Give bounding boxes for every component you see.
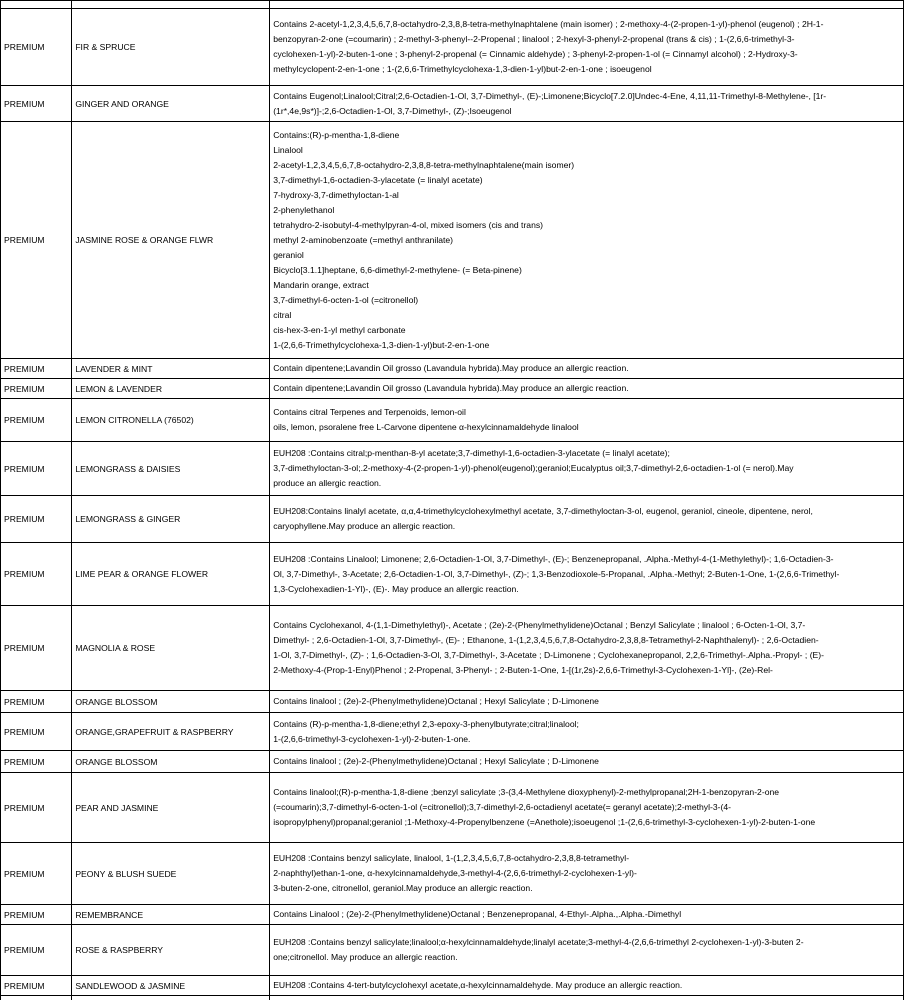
table-row: [1, 691, 904, 713]
ingredients-cell: [270, 976, 904, 996]
ingredients-cell: [270, 496, 904, 543]
table-row: [1, 905, 904, 925]
ingredients-line: methylcyclopent-2-en-1-one ; 1-(2,6,6-Trimethylcyclohexa-1,3-dien-1-yl)but-2-en-1-one ; isoeugenol: [273, 64, 652, 74]
ingredients-line: benzopyran-2-one (=coumarin) ; 2-methyl-3-phenyl--2-Propenal ; linalool ; 2-hexyl-3-phenyl-2-propenal (trans & cis) ; 1-(2,6,6-trimethyl-3-: [273, 34, 795, 44]
tier-cell: PREMIUM: [1, 976, 72, 996]
ingredients-line: EUH208 :Contains 4-tert-butylcyclohexyl acetate,α-hexylcinnamaldehyde. May produce an allergic reaction.: [273, 980, 683, 990]
product-cell: ROSE & RASPBERRY: [72, 925, 270, 976]
ingredients-cell: [270, 122, 904, 359]
ingredients-line: Contains Eugenol;Linalool;Citral;2,6-Octadien-1-Ol, 3,7-Dimethyl-, (E)-;Limonene;Bicyclo[7.2.0]Undec-4-Ene, 4,11,11-Trimethyl-8-Methylene-, [1r-: [273, 90, 827, 101]
ingredients-cell: [270, 359, 904, 379]
ingredients-cell: [270, 606, 904, 691]
ingredients-line: Contain dipentene;Lavandin Oil grosso (Lavandula hybrida).May produce an allergic reaction.: [273, 383, 629, 393]
table-row: [1, 442, 904, 496]
ingredients-line: 2-Methoxy-4-(Prop-1-Enyl)Phenol ; 2-Propenal, 3-Phenyl- ; 2-Buten-1-One, 1-[(1r,2s)-2,6,6-Trimethyl-3-Cyclohexen-1-Yl]-, (2e)-Rel-: [273, 665, 773, 675]
product-cell: SANDLEWOOD & JASMINE: [72, 976, 270, 996]
ingredients-cell: [270, 773, 904, 843]
ingredients-line: Contains citral Terpenes and Terpenoids, lemon-oil: [273, 407, 466, 417]
table-row: [1, 379, 904, 399]
ingredients-cell: [270, 86, 904, 122]
table-row: [1, 713, 904, 751]
ingredients-cell: [270, 1, 904, 9]
tier-cell: PREMIUM: [1, 543, 72, 606]
ingredients-line: isopropylphenyl)propanal;geraniol ;1-Methoxy-4-Propenylbenzene (=Anethole);isoeugenol ;1-(2,6,6-trimethyl-3-cyclohexen-1-yl)-2-buten-1-one: [273, 817, 816, 827]
product-cell: REMEMBRANCE: [72, 905, 270, 925]
ingredients-line: Contains 2-acetyl-1,2,3,4,5,6,7,8-octahydro-2,3,8,8-tetra-methylnaphtalene (main isomer) ; 2-methoxy-4-(2-propen-1-yl)-phenol (eugenol) ; 2H-1-: [273, 19, 824, 29]
ingredients-cell: [270, 399, 904, 442]
ingredients-line: methyl 2-aminobenzoate (=methyl anthranilate): [273, 234, 454, 245]
ingredients-line: Mandarin orange, extract: [273, 279, 369, 290]
ingredients-line: Contains Linalool ; (2e)-2-(Phenylmethylidene)Octanal ; Benzenepropanal, 4-Ethyl-.Alpha.,.Alpha.-Dimethyl: [273, 909, 682, 919]
ingredients-line: 7-hydroxy-3,7-dimethyloctan-1-al: [273, 189, 399, 200]
tier-cell: [1, 996, 72, 1000]
table-row: [1, 843, 904, 905]
tier-cell: PREMIUM: [1, 359, 72, 379]
ingredients-cell: [270, 442, 904, 496]
table-row-partial: [1, 1, 904, 9]
tier-cell: PREMIUM: [1, 606, 72, 691]
table-row: [1, 86, 904, 122]
product-cell: [72, 996, 270, 1000]
ingredients-line: oils, lemon, psoralene free L-Carvone dipentene α-hexylcinnamaldehyde linalool: [273, 422, 579, 432]
ingredients-line: Contains linalool ; (2e)-2-(Phenylmethylidene)Octanal ; Hexyl Salicylate ; D-Limonene: [273, 696, 599, 706]
product-cell: PEONY & BLUSH SUEDE: [72, 843, 270, 905]
product-cell: PEAR AND JASMINE: [72, 773, 270, 843]
product-cell: ORANGE BLOSSOM: [72, 751, 270, 773]
product-cell: LIME PEAR & ORANGE FLOWER: [72, 543, 270, 606]
tier-cell: PREMIUM: [1, 442, 72, 496]
ingredients-line: Dimethyl- ; 2,6-Octadien-1-Ol, 3,7-Dimethyl-, (E)- ; Ethanone, 1-(1,2,3,4,5,6,7,8-Octahydro-2,3,8,8-Tetramethyl-2-Naphthalenyl)- ; 2,6-Octadien-: [273, 635, 819, 645]
product-cell: [72, 1, 270, 9]
table-row: [1, 9, 904, 86]
ingredients-line: citral: [273, 309, 292, 320]
ingredients-line: EUH208:Contains linalyl acetate, α,α,4-trimethylcyclohexylmethyl acetate, 3,7-dimethyloctan-3-ol, eugenol, geraniol, cineole, dipentene, nerol,: [273, 506, 813, 516]
ingredients-line: Linalool: [273, 144, 303, 155]
ingredients-line: 1-(2,6,6-trimethyl-3-cyclohexen-1-yl)-2-buten-1-one.: [273, 733, 471, 744]
product-cell: GINGER AND ORANGE: [72, 86, 270, 122]
tier-cell: PREMIUM: [1, 843, 72, 905]
tier-cell: PREMIUM: [1, 713, 72, 751]
ingredients-cell: [270, 843, 904, 905]
tier-cell: [1, 1, 72, 9]
ingredients-cell: [270, 925, 904, 976]
ingredients-line: Ol, 3,7-Dimethyl-, 3-Acetate; 2,6-Octadien-1-Ol, 3,7-Dimethyl-, (Z)-; 1,3-Benzodioxole-5-Propanal, .Alpha.-Methyl; 2-Buten-1-One, 1-(2,6,6-Trimethyl-: [273, 568, 840, 579]
product-cell: ORANGE,GRAPEFRUIT & RASPBERRY: [72, 713, 270, 751]
ingredients-line: 1-(2,6,6-Trimethylcyclohexa-1,3-dien-1-yl)but-2-en-1-one: [273, 339, 490, 350]
product-cell: LEMON & LAVENDER: [72, 379, 270, 399]
ingredients-line: produce an allergic reaction.: [273, 478, 382, 488]
table-row: [1, 606, 904, 691]
ingredients-cell: [270, 996, 904, 1000]
tier-cell: PREMIUM: [1, 86, 72, 122]
ingredients-line: one;citronellol. May produce an allergic reaction.: [273, 952, 458, 962]
tier-cell: PREMIUM: [1, 925, 72, 976]
ingredients-line: 3,7-dimethyl-6-octen-1-ol (=citronellol): [273, 294, 419, 305]
ingredients-table-body: [1, 1, 904, 1000]
tier-cell: PREMIUM: [1, 773, 72, 843]
table-row-partial: [1, 996, 904, 1000]
ingredients-line: caryophyllene.May produce an allergic reaction.: [273, 521, 456, 531]
ingredients-line: cyclohexen-1-yl)-2-buten-1-one ; 3-phenyl-2-propenal (= Cinnamic aldehyde) ; 3-phenyl-2-propen-1-ol (= Cinnamyl alcohol) ; 2-Hydroxy-3-: [273, 49, 798, 59]
table-row: [1, 543, 904, 606]
ingredients-line: EUH208 :Contains citral;p-menthan-8-yl acetate;3,7-dimethyl-1,6-octadien-3-ylacetate (= linalyl acetate);: [273, 448, 670, 458]
ingredients-line: 2-naphthyl)ethan-1-one, α-hexylcinnamaldehyde,3-methyl-4-(2,6,6-trimethyl-2-cyclohexen-1-yl)-: [273, 868, 637, 878]
ingredients-line: 1-Ol, 3,7-Dimethyl-, (Z)- ; 1,6-Octadien-3-Ol, 3,7-Dimethyl-, 3-Acetate ; D-Limonene ; Cyclohexanepropanol, 2,2,6-Trimethyl-.Alpha.-Propyl- ; (E)-: [273, 650, 825, 660]
ingredients-cell: [270, 751, 904, 773]
table-row: [1, 773, 904, 843]
product-cell: MAGNOLIA & ROSE: [72, 606, 270, 691]
ingredients-line: 2-acetyl-1,2,3,4,5,6,7,8-octahydro-2,3,8,8-tetra-methylnaphtalene(main isomer): [273, 159, 575, 170]
ingredients-cell: [270, 691, 904, 713]
ingredients-line: 3,7-dimethyloctan-3-ol;.2-methoxy-4-(2-propen-1-yl)-phenol(eugenol);geraniol;Eucalyptus oil;3,7-dimethyl-2,6-octadien-1-ol (= nerol).May: [273, 463, 794, 473]
ingredients-line: EUH208 :Contains benzyl salicylate;linalool;α-hexylcinnamaldehyde;linalyl acetate;3-methyl-4-(2,6,6-trimethyl 2-cyclohexen-1-yl)-3-buten 2-: [273, 937, 804, 947]
tier-cell: PREMIUM: [1, 496, 72, 543]
table-row: [1, 751, 904, 773]
ingredients-line: geraniol: [273, 249, 304, 260]
tier-cell: PREMIUM: [1, 9, 72, 86]
table-row: [1, 976, 904, 996]
product-cell: LEMONGRASS & GINGER: [72, 496, 270, 543]
table-row: [1, 122, 904, 359]
ingredients-line: cis-hex-3-en-1-yl methyl carbonate: [273, 324, 406, 335]
ingredients-cell: [270, 379, 904, 399]
tier-cell: PREMIUM: [1, 379, 72, 399]
product-cell: LEMONGRASS & DAISIES: [72, 442, 270, 496]
tier-cell: PREMIUM: [1, 751, 72, 773]
ingredients-line: Contains (R)-p-mentha-1,8-diene;ethyl 2,3-epoxy-3-phenylbutyrate;citral;linalool;: [273, 718, 579, 729]
tier-cell: PREMIUM: [1, 122, 72, 359]
ingredients-line: Contains:(R)-p-mentha-1,8-diene: [273, 129, 400, 140]
ingredients-line: (1r*,4e,9s*)]-;2,6-Octadien-1-Ol, 3,7-Dimethyl-, (Z)-;Isoeugenol: [273, 105, 512, 116]
ingredients-cell: [270, 543, 904, 606]
tier-cell: PREMIUM: [1, 399, 72, 442]
ingredients-line: Bicyclo[3.1.1]heptane, 6,6-dimethyl-2-methylene- (= Beta-pinene): [273, 264, 522, 275]
table-row: [1, 496, 904, 543]
table-row: [1, 399, 904, 442]
table-row: [1, 925, 904, 976]
ingredients-cell: [270, 905, 904, 925]
ingredients-cell: [270, 9, 904, 86]
tier-cell: PREMIUM: [1, 905, 72, 925]
ingredients-line: EUH208 :Contains benzyl salicylate, linalool, 1-(1,2,3,4,5,6,7,8-octahydro-2,3,8,8-tetramethyl-: [273, 853, 630, 863]
tier-cell: PREMIUM: [1, 691, 72, 713]
ingredients-cell: [270, 713, 904, 751]
ingredients-line: tetrahydro-2-isobutyl-4-methylpyran-4-ol, mixed isomers (cis and trans): [273, 219, 544, 230]
product-cell: ORANGE BLOSSOM: [72, 691, 270, 713]
product-cell: JASMINE ROSE & ORANGE FLWR: [72, 122, 270, 359]
product-cell: LAVENDER & MINT: [72, 359, 270, 379]
ingredients-line: (=coumarin);3,7-dimethyl-6-octen-1-ol (=citronellol);3,7-dimethyl-2,6-octadienyl acetate(= geranyl acetate);2-methyl-3-(4-: [273, 802, 731, 812]
ingredients-line: 3-buten-2-one, citronellol, geraniol.May produce an allergic reaction.: [273, 883, 533, 893]
ingredients-line: Contain dipentene;Lavandin Oil grosso (Lavandula hybrida).May produce an allergic reaction.: [273, 363, 629, 373]
product-cell: FIR & SPRUCE: [72, 9, 270, 86]
table-row: [1, 359, 904, 379]
ingredients-line: Contains Cyclohexanol, 4-(1,1-Dimethylethyl)-, Acetate ; (2e)-2-(Phenylmethylidene)Octanal ; Benzyl Salicylate ; linalool ; 6-Octen-1-Ol, 3,7-: [273, 620, 806, 630]
ingredients-line: Contains linalool;(R)-p-mentha-1,8-diene ;benzyl salicylate ;3-(3,4-Methylene dioxyphenyl)-2-methylpropanal;2H-1-benzopyran-2-one: [273, 787, 780, 797]
product-cell: LEMON CITRONELLA (76502): [72, 399, 270, 442]
ingredients-line: 1,3-Cyclohexadien-1-Yl)-, (E)-. May produce an allergic reaction.: [273, 583, 519, 594]
ingredients-line: Contains linalool ; (2e)-2-(Phenylmethylidene)Octanal ; Hexyl Salicylate ; D-Limonene: [273, 756, 599, 766]
ingredients-line: EUH208 :Contains Linalool; Limonene; 2,6-Octadien-1-Ol, 3,7-Dimethyl-, (E)-; Benzenepropanal, .Alpha.-Methyl-4-(1-Methylethyl)-; 1,6-Octadien-3-: [273, 553, 834, 564]
ingredients-line: 3,7-dimethyl-1,6-octadien-3-ylacetate (= linalyl acetate): [273, 174, 483, 185]
ingredients-line: 2-phenylethanol: [273, 204, 335, 215]
